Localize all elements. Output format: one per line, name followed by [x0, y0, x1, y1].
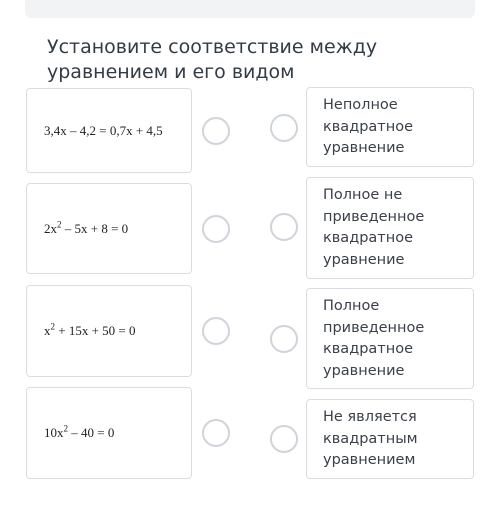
equation-text: $x^2 + 15x + 50 = 0$ — [44, 321, 136, 338]
equation-text: 3,4x – 4,2 = 0,7x + 4,5 — [44, 122, 163, 138]
type-card-3[interactable] — [306, 288, 474, 389]
type-text: Не является квадратным уравнением — [323, 409, 418, 468]
equation-radio-3[interactable] — [202, 317, 230, 345]
type-card-2[interactable] — [306, 177, 474, 279]
type-radio-4[interactable] — [270, 425, 298, 453]
equation-card-4[interactable] — [26, 387, 192, 479]
type-text: Полное приведенное квадратное уравнение — [323, 298, 425, 379]
equation-radio-2[interactable] — [202, 215, 230, 243]
equation-text: $10x^2 - 40 = 0$ — [44, 423, 115, 440]
type-radio-3[interactable] — [270, 325, 298, 353]
equation-card-3[interactable] — [26, 285, 192, 377]
equation-radio-4[interactable] — [202, 419, 230, 447]
type-card-4[interactable] — [306, 399, 474, 479]
equation-card-1[interactable] — [26, 88, 192, 173]
question-text: Установите соответствие между уравнением и его видом — [47, 36, 378, 83]
equation-text: $2x^2 - 5x + 8 = 0$ — [44, 219, 129, 236]
type-card-1[interactable] — [306, 87, 474, 167]
type-text: Неполное квадратное уравнение — [323, 97, 414, 156]
type-radio-2[interactable] — [270, 213, 298, 241]
equation-card-2[interactable] — [26, 183, 192, 274]
top-panel — [25, 0, 475, 18]
type-text: Полное не приведенное квадратное уравнение — [323, 187, 425, 268]
type-radio-1[interactable] — [270, 114, 298, 142]
equation-radio-1[interactable] — [202, 117, 230, 145]
